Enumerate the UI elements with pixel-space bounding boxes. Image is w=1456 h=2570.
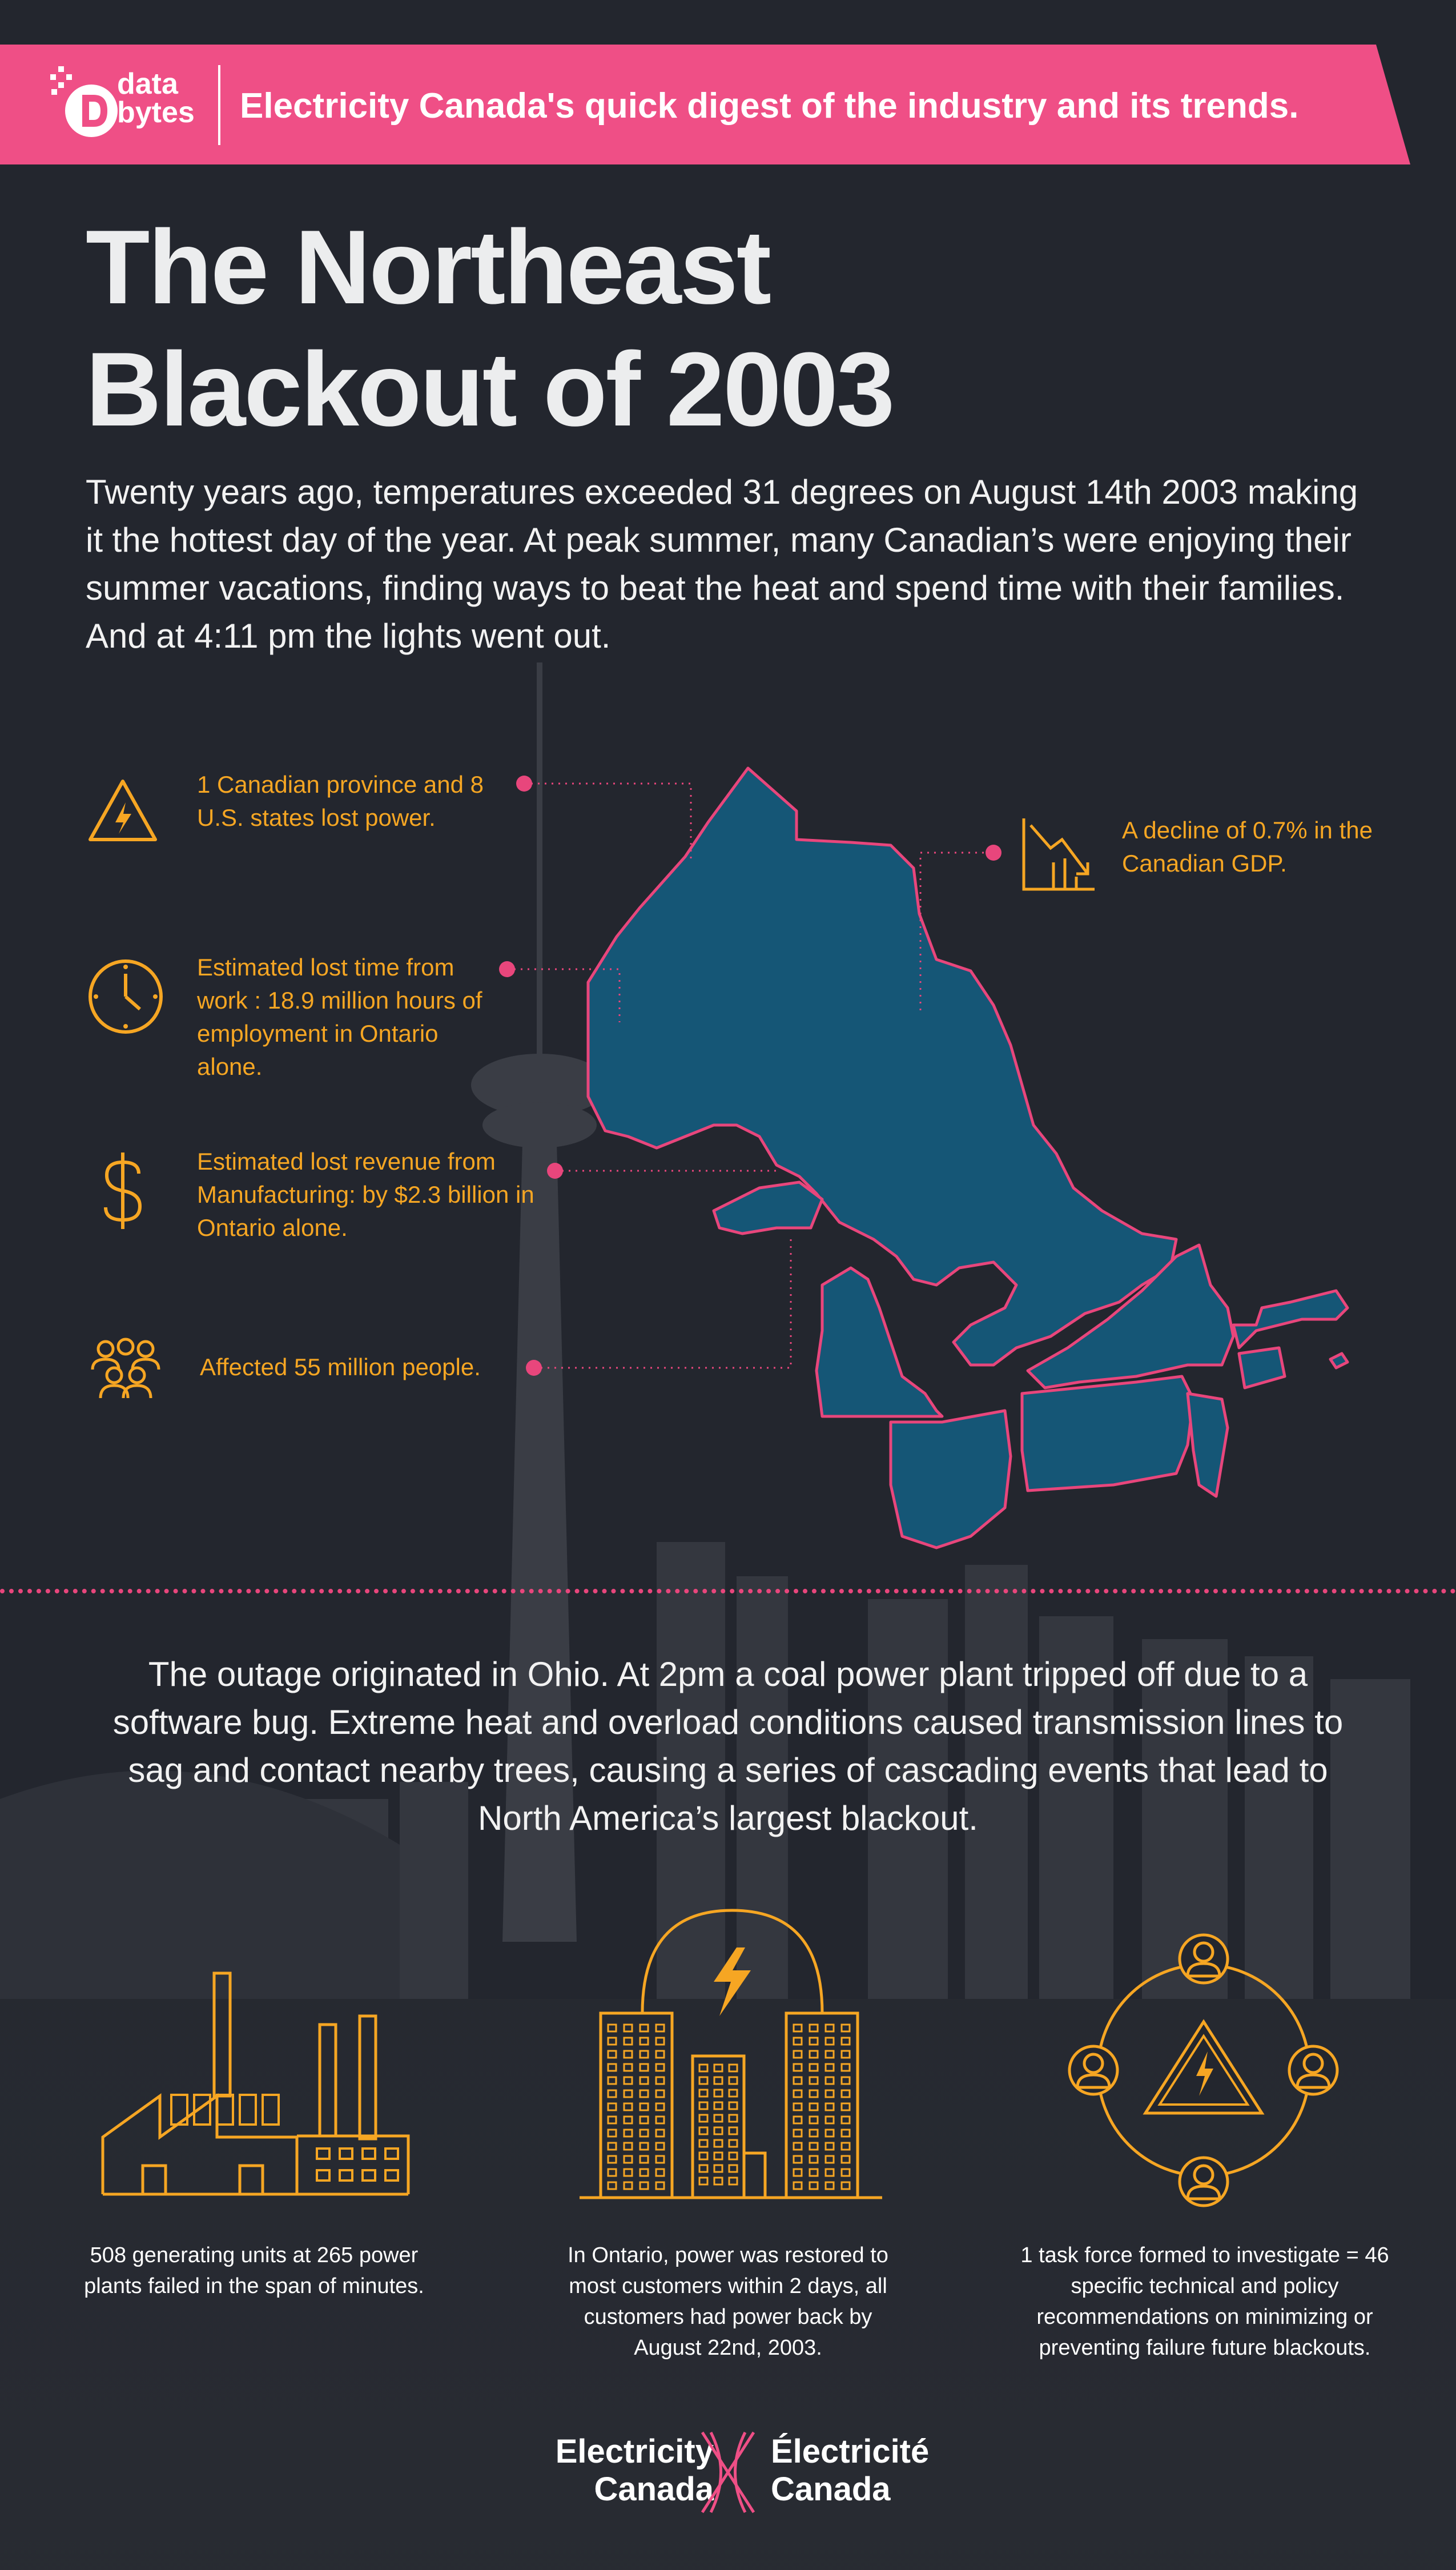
building-window	[714, 2090, 722, 2097]
building-window	[826, 2182, 834, 2189]
building-window	[826, 2051, 834, 2058]
building-window	[794, 2117, 802, 2123]
building-window	[640, 2169, 648, 2176]
stat-lost-revenue: Estimated lost revenue from Manufacturing: by $2.3 billion in Ontario alone.	[197, 1148, 534, 1241]
building-window	[656, 2064, 664, 2071]
building-window	[656, 2182, 664, 2189]
building-window	[794, 2143, 802, 2150]
building-window	[842, 2117, 850, 2123]
building-window	[826, 2143, 834, 2150]
stat-lost-work-time: Estimated lost time from work : 18.9 million hours of employment in Ontario alone.	[197, 954, 482, 1080]
building-window	[656, 2103, 664, 2110]
logo-en-line2: Canada	[594, 2471, 714, 2508]
building-window	[656, 2077, 664, 2084]
building-window	[842, 2051, 850, 2058]
building-window	[810, 2156, 818, 2163]
building-window	[810, 2077, 818, 2084]
building-window	[699, 2090, 707, 2097]
building-window	[794, 2156, 802, 2163]
building-window	[640, 2038, 648, 2045]
building-window	[714, 2153, 722, 2159]
building-window	[826, 2025, 834, 2031]
building-window	[729, 2115, 737, 2122]
building-window	[608, 2130, 616, 2137]
building-window	[714, 2102, 722, 2109]
fact-task-force: 1 task force formed to investigate = 46 specific technical and policy recommendations on minimizing or preventing failure future blackouts.	[1020, 2243, 1389, 2360]
building-window	[842, 2103, 850, 2110]
building-window	[794, 2090, 802, 2097]
building-window	[826, 2130, 834, 2137]
building-window	[810, 2182, 818, 2189]
building-window	[608, 2143, 616, 2150]
building-window	[842, 2169, 850, 2176]
building-window	[810, 2051, 818, 2058]
building-window	[842, 2025, 850, 2031]
building-window	[640, 2051, 648, 2058]
banner-tagline: Electricity Canada's quick digest of the industry and its trends.	[240, 86, 1299, 126]
building-window	[699, 2102, 707, 2109]
outage-paragraph: The outage originated in Ohio. At 2pm a coal power plant tripped off due to a software bug. Extreme heat and overload conditions caused transmission lines to sag and contact nearby trees, causing a series of cascading events that lead to North America’s largest blackout.	[112, 1655, 1344, 1837]
building-window	[640, 2025, 648, 2031]
building-window	[699, 2115, 707, 2122]
logo-french	[771, 2433, 929, 2508]
building-window	[656, 2117, 664, 2123]
building-window	[608, 2182, 616, 2189]
building-window	[842, 2156, 850, 2163]
building-window	[624, 2077, 632, 2084]
building-window	[794, 2064, 802, 2071]
stat-affected-people: Affected 55 million people.	[200, 1354, 481, 1380]
building-window	[624, 2117, 632, 2123]
building-window	[826, 2090, 834, 2097]
building-window	[640, 2130, 648, 2137]
building-window	[729, 2165, 737, 2172]
building-window	[608, 2051, 616, 2058]
building-window	[624, 2051, 632, 2058]
building-window	[699, 2140, 707, 2147]
building-window	[810, 2038, 818, 2045]
building-window	[842, 2130, 850, 2137]
building-window	[608, 2025, 616, 2031]
building-window	[624, 2143, 632, 2150]
building-window	[624, 2090, 632, 2097]
building-window	[714, 2140, 722, 2147]
building-window	[640, 2143, 648, 2150]
building-window	[729, 2077, 737, 2084]
intro-paragraph: Twenty years ago, temperatures exceeded 31 degrees on August 14th 2003 making it the hottest day of the year. At peak summer, many Canadian’s were enjoying their summer vacations, finding ways to beat the heat and spend time with their families. And at 4:11 pm the lights went out.	[86, 473, 1358, 655]
building-window	[729, 2102, 737, 2109]
task-force-icon	[1069, 1935, 1337, 2206]
building-window	[640, 2090, 648, 2097]
building-window	[699, 2153, 707, 2159]
building-window	[608, 2117, 616, 2123]
building-window	[794, 2103, 802, 2110]
building-window	[794, 2051, 802, 2058]
building-window	[842, 2077, 850, 2084]
building-window	[826, 2117, 834, 2123]
building-window	[640, 2064, 648, 2071]
building-window	[810, 2130, 818, 2137]
building-window	[608, 2090, 616, 2097]
building-window	[608, 2038, 616, 2045]
building-window	[699, 2165, 707, 2172]
building-window	[794, 2130, 802, 2137]
building-window	[842, 2038, 850, 2045]
building-window	[699, 2077, 707, 2084]
building-window	[810, 2169, 818, 2176]
building-window	[810, 2117, 818, 2123]
logo-fr-line1: Électricité	[771, 2433, 930, 2470]
building-window	[640, 2182, 648, 2189]
building-window	[624, 2130, 632, 2137]
logo-english	[556, 2433, 714, 2508]
building-window	[714, 2165, 722, 2172]
building-window	[826, 2169, 834, 2176]
building-window	[729, 2090, 737, 2097]
logo-fr-line2: Canada	[771, 2471, 891, 2508]
stat-provinces-states: 1 Canadian province and 8 U.S. states lost power.	[197, 771, 484, 831]
building-window	[810, 2143, 818, 2150]
building-window	[794, 2169, 802, 2176]
building-window	[656, 2090, 664, 2097]
building-window	[810, 2103, 818, 2110]
building-window	[826, 2156, 834, 2163]
building-window	[842, 2182, 850, 2189]
building-window	[794, 2038, 802, 2045]
building-window	[656, 2025, 664, 2031]
building-window	[656, 2038, 664, 2045]
page-title: The Northeast Blackout of 2003	[86, 208, 894, 448]
fact-generating-units: 508 generating units at 265 power plants failed in the span of minutes.	[84, 2243, 424, 2298]
electricity-canada-logo	[508, 2433, 965, 2519]
stat-gdp-decline: A decline of 0.7% in the Canadian GDP.	[1122, 817, 1373, 877]
building-window	[714, 2115, 722, 2122]
building-window	[640, 2117, 648, 2123]
electricity-canada-mark-icon	[697, 2430, 759, 2515]
building-window	[640, 2077, 648, 2084]
building-window	[656, 2156, 664, 2163]
building-window	[640, 2156, 648, 2163]
building-window	[826, 2038, 834, 2045]
power-plant-icon	[103, 1973, 408, 2194]
building-window	[794, 2025, 802, 2031]
building-window	[826, 2064, 834, 2071]
logo-word-data: data	[117, 67, 178, 101]
building-window	[714, 2077, 722, 2084]
logo-en-line1: Electricity	[555, 2433, 714, 2470]
building-window	[624, 2169, 632, 2176]
building-window	[729, 2065, 737, 2071]
building-window	[608, 2077, 616, 2084]
building-window	[656, 2143, 664, 2150]
building-window	[608, 2064, 616, 2071]
building-window	[729, 2153, 737, 2159]
building-window	[714, 2065, 722, 2071]
building-window	[624, 2182, 632, 2189]
building-window	[729, 2140, 737, 2147]
building-window	[842, 2143, 850, 2150]
building-window	[714, 2178, 722, 2184]
building-window	[608, 2103, 616, 2110]
building-window	[624, 2156, 632, 2163]
building-window	[714, 2127, 722, 2134]
building-window	[699, 2178, 707, 2184]
building-window	[656, 2051, 664, 2058]
building-window	[842, 2064, 850, 2071]
building-window	[608, 2156, 616, 2163]
building-window	[624, 2064, 632, 2071]
building-window	[624, 2103, 632, 2110]
building-window	[729, 2178, 737, 2184]
building-window	[656, 2169, 664, 2176]
building-window	[810, 2090, 818, 2097]
building-window	[699, 2065, 707, 2071]
fact-power-restored: In Ontario, power was restored to most customers within 2 days, all customers had power back by August 22nd, 2003.	[568, 2243, 888, 2360]
building-window	[842, 2090, 850, 2097]
building-window	[826, 2077, 834, 2084]
building-window	[826, 2103, 834, 2110]
building-window	[624, 2025, 632, 2031]
building-window	[640, 2103, 648, 2110]
building-window	[810, 2025, 818, 2031]
building-window	[729, 2127, 737, 2134]
building-window	[608, 2169, 616, 2176]
building-window	[794, 2077, 802, 2084]
logo-word-bytes: bytes	[117, 96, 195, 129]
building-window	[699, 2127, 707, 2134]
building-window	[624, 2038, 632, 2045]
building-window	[810, 2064, 818, 2071]
building-window	[794, 2182, 802, 2189]
building-window	[656, 2130, 664, 2137]
